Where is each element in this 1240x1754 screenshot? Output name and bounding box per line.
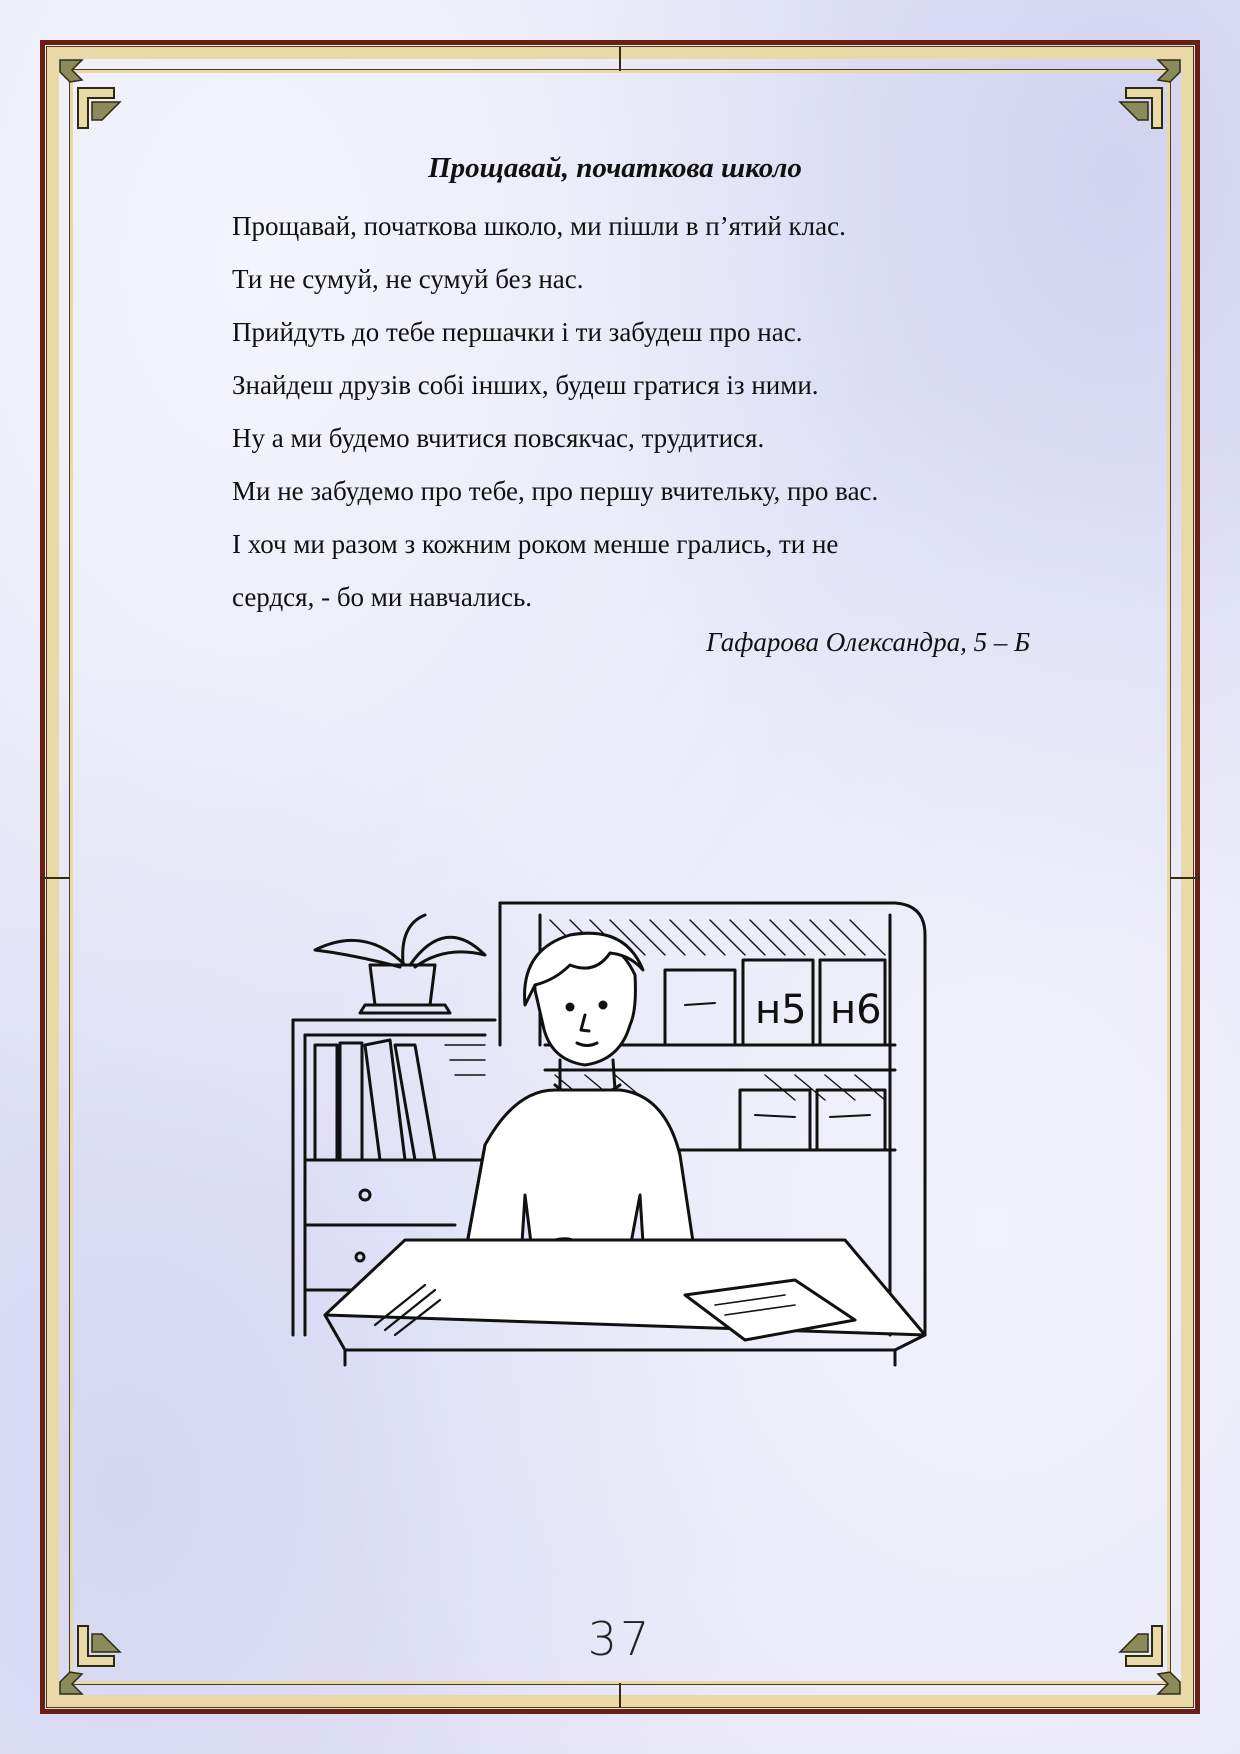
- poem-body: [232, 200, 1062, 624]
- poem-line: сердся, - бо ми навчались.: [232, 582, 533, 612]
- poem-line: Прощавай, початкова школо, ми пішли в п’ятий клас.: [232, 211, 846, 241]
- shelf-label: н5: [755, 987, 807, 1033]
- poem-line: І хоч ми разом з кожним роком менше грались, ти не: [232, 529, 839, 559]
- poem-line: Ну а ми будемо вчитися повсякчас, трудитися.: [232, 423, 765, 453]
- shelf-label: н6: [830, 987, 882, 1033]
- corner-ornament-icon: [1102, 58, 1182, 138]
- poem-line: Прийдуть до тебе першачки і ти забудеш про нас.: [232, 317, 803, 347]
- poem-line: Ти не сумуй, не сумуй без нас.: [232, 264, 584, 294]
- poem-author: Гафарова Олександра, 5 – Б: [706, 627, 1030, 657]
- page-number: 37: [587, 1612, 653, 1666]
- frame-tick-top: [619, 47, 621, 71]
- frame-tick-right: [1170, 877, 1200, 879]
- frame-tick-left: [40, 877, 70, 879]
- frame-tick-bottom: [619, 1683, 621, 1707]
- boy-at-desk-illustration: [285, 895, 955, 1405]
- poem-line: Ми не забудемо про тебе, про першу вчительку, про вас.: [232, 476, 879, 506]
- corner-ornament-icon: [58, 58, 138, 138]
- poem-title: Прощавай, початкова школо: [428, 152, 802, 184]
- poem-line: Знайдеш друзів собі інших, будеш гратися із ними.: [232, 370, 819, 400]
